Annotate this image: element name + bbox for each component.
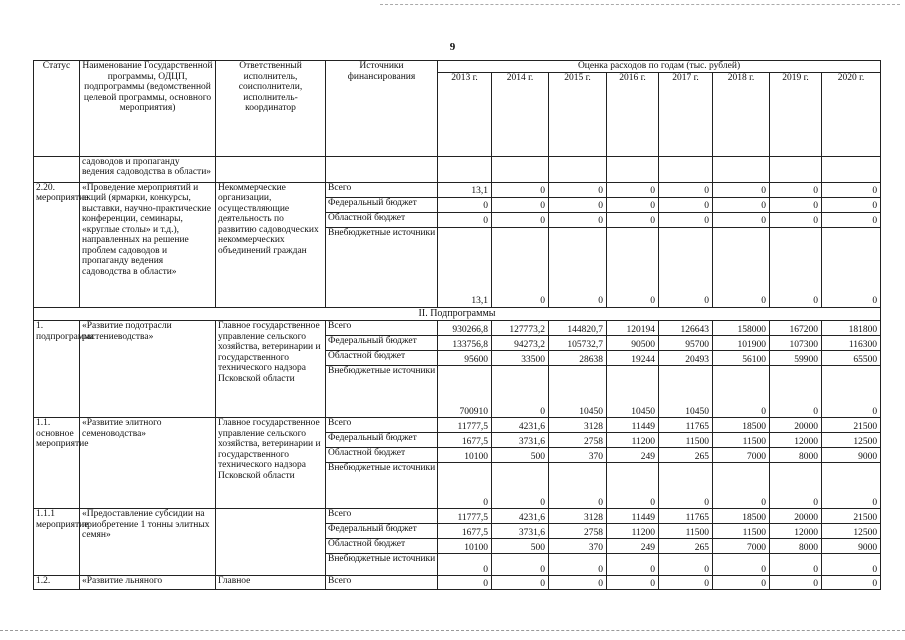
funding-source: Внебюджетные источники (326, 554, 438, 576)
funding-source: Областной бюджет (326, 539, 438, 554)
value-cell: 13,1 (438, 227, 492, 307)
value-cell: 0 (492, 227, 549, 307)
value-cell: 94273,2 (492, 336, 549, 351)
header-estimate: Оценка расходов по годам (тыс. рублей) (438, 61, 881, 73)
funding-source: Федеральный бюджет (326, 197, 438, 212)
value-cell: 3731,6 (492, 433, 549, 448)
value-cell: 7000 (713, 539, 770, 554)
value-cell: 11449 (607, 509, 659, 524)
value-cell: 167200 (770, 321, 822, 336)
value-cell: 11500 (713, 524, 770, 539)
budget-table-sheet (33, 60, 880, 590)
value-cell: 9000 (822, 448, 881, 463)
value-cell: 0 (713, 366, 770, 418)
value-cell: 0 (549, 554, 607, 576)
value-cell: 1677,5 (438, 524, 492, 539)
value-cell: 101900 (713, 336, 770, 351)
page-number: 9 (449, 41, 456, 53)
value-cell: 930266,8 (438, 321, 492, 336)
table-row (34, 509, 881, 524)
header-row (34, 61, 881, 73)
value-cell: 0 (492, 576, 549, 590)
continuation-name: садоводов и пропаганду ведения садоводства в области» (80, 156, 216, 182)
value-cell: 126643 (659, 321, 713, 336)
value-cell: 11200 (607, 433, 659, 448)
value-cell: 0 (822, 227, 881, 307)
funding-source: Всего (326, 321, 438, 336)
value-cell: 133756,8 (438, 336, 492, 351)
value-cell: 0 (607, 463, 659, 509)
scan-artifact-bottom (0, 630, 905, 631)
item-status: 1. подпрограмма (34, 321, 80, 418)
funding-source: Внебюджетные источники (326, 227, 438, 307)
value-cell: 0 (822, 197, 881, 212)
value-cell: 0 (770, 197, 822, 212)
value-cell: 11200 (607, 524, 659, 539)
value-cell: 2758 (549, 524, 607, 539)
funding-source: Всего (326, 182, 438, 197)
value-cell: 0 (770, 182, 822, 197)
value-cell: 65500 (822, 351, 881, 366)
value-cell: 11449 (607, 418, 659, 433)
value-cell: 4231,6 (492, 509, 549, 524)
value-cell: 3128 (549, 418, 607, 433)
value-cell: 13,1 (438, 182, 492, 197)
value-cell: 0 (822, 463, 881, 509)
value-cell: 0 (770, 554, 822, 576)
item-status: 2.20. мероприятие (34, 182, 80, 307)
value-cell: 127773,2 (492, 321, 549, 336)
value-cell: 10100 (438, 448, 492, 463)
header-year: 2018 г. (713, 72, 770, 156)
header-year: 2020 г. (822, 72, 881, 156)
value-cell: 0 (492, 366, 549, 418)
value-cell: 18500 (713, 418, 770, 433)
value-cell: 0 (659, 197, 713, 212)
header-sources: Источники финансирования (326, 61, 438, 157)
value-cell: 0 (822, 554, 881, 576)
value-cell: 0 (438, 554, 492, 576)
scan-artifact-top (380, 4, 900, 5)
value-cell: 0 (607, 554, 659, 576)
value-cell: 120194 (607, 321, 659, 336)
item-responsible: Главное (216, 576, 326, 590)
funding-source: Всего (326, 418, 438, 433)
value-cell: 116300 (822, 336, 881, 351)
value-cell: 12500 (822, 433, 881, 448)
value-cell: 0 (438, 212, 492, 227)
table-row (34, 576, 881, 590)
value-cell: 0 (659, 212, 713, 227)
funding-source: Внебюджетные источники (326, 366, 438, 418)
header-year: 2014 г. (492, 72, 549, 156)
value-cell: 11777,5 (438, 509, 492, 524)
value-cell: 10450 (549, 366, 607, 418)
funding-source: Всего (326, 576, 438, 590)
value-cell: 0 (438, 463, 492, 509)
value-cell: 0 (713, 576, 770, 590)
value-cell: 10450 (607, 366, 659, 418)
header-year: 2016 г. (607, 72, 659, 156)
value-cell: 11500 (659, 433, 713, 448)
value-cell: 0 (492, 197, 549, 212)
item-status: 1.1. основное мероприятие (34, 418, 80, 509)
value-cell: 0 (492, 554, 549, 576)
value-cell: 12500 (822, 524, 881, 539)
value-cell: 0 (822, 366, 881, 418)
value-cell: 0 (713, 463, 770, 509)
value-cell: 90500 (607, 336, 659, 351)
value-cell: 11765 (659, 509, 713, 524)
value-cell: 0 (659, 182, 713, 197)
value-cell: 0 (607, 212, 659, 227)
funding-source: Федеральный бюджет (326, 433, 438, 448)
value-cell: 0 (492, 182, 549, 197)
value-cell: 0 (549, 182, 607, 197)
value-cell: 20000 (770, 509, 822, 524)
value-cell: 0 (607, 227, 659, 307)
value-cell: 0 (770, 576, 822, 590)
value-cell: 500 (492, 448, 549, 463)
value-cell: 59900 (770, 351, 822, 366)
value-cell: 28638 (549, 351, 607, 366)
table-row (34, 321, 881, 336)
value-cell: 18500 (713, 509, 770, 524)
value-cell: 7000 (713, 448, 770, 463)
value-cell: 11765 (659, 418, 713, 433)
value-cell: 12000 (770, 433, 822, 448)
value-cell: 10100 (438, 539, 492, 554)
value-cell: 0 (770, 212, 822, 227)
funding-source: Областной бюджет (326, 351, 438, 366)
item-responsible: Главное государственное управление сельского хозяйства, ветеринарии и государственного технического надзора Псковской области (216, 321, 326, 418)
value-cell: 3731,6 (492, 524, 549, 539)
value-cell: 0 (549, 576, 607, 590)
value-cell: 0 (549, 197, 607, 212)
value-cell: 0 (659, 463, 713, 509)
value-cell: 370 (549, 448, 607, 463)
item-name: «Развитие льняного (80, 576, 216, 590)
value-cell: 0 (549, 212, 607, 227)
item-status: 1.2. (34, 576, 80, 590)
value-cell: 20493 (659, 351, 713, 366)
value-cell: 249 (607, 539, 659, 554)
header-name: Наименование Государственной программы, ОДЦП, подпрограммы (ведомственной целевой программы, основного мероприятия) (80, 61, 216, 157)
value-cell: 0 (770, 366, 822, 418)
value-cell: 1677,5 (438, 433, 492, 448)
continuation-row (34, 156, 881, 182)
value-cell: 95600 (438, 351, 492, 366)
value-cell: 0 (713, 197, 770, 212)
budget-table (33, 60, 881, 590)
header-year: 2017 г. (659, 72, 713, 156)
section-row (34, 307, 881, 321)
value-cell: 0 (713, 554, 770, 576)
value-cell: 8000 (770, 539, 822, 554)
value-cell: 0 (549, 463, 607, 509)
funding-source: Внебюджетные источники (326, 463, 438, 509)
header-year: 2013 г. (438, 72, 492, 156)
value-cell: 0 (822, 182, 881, 197)
item-name: «Проведение мероприятий и акций (ярмарки, конкурсы, выставки, научно-практические конференции, семинары, «круглые столы» и т.д.), направленных на решение проблем садоводов и пропаганду ведения садоводства в области» (80, 182, 216, 307)
value-cell: 144820,7 (549, 321, 607, 336)
table-row (34, 182, 881, 197)
value-cell: 0 (770, 463, 822, 509)
item-responsible: Некоммерческие организации, осуществляющие деятельность по развитию садоводческих некоммерческих объединений граждан (216, 182, 326, 307)
value-cell: 265 (659, 539, 713, 554)
value-cell: 0 (822, 576, 881, 590)
value-cell: 370 (549, 539, 607, 554)
value-cell: 0 (822, 212, 881, 227)
value-cell: 0 (713, 212, 770, 227)
value-cell: 500 (492, 539, 549, 554)
value-cell: 105732,7 (549, 336, 607, 351)
value-cell: 11500 (713, 433, 770, 448)
value-cell: 0 (713, 182, 770, 197)
value-cell: 20000 (770, 418, 822, 433)
value-cell: 0 (607, 197, 659, 212)
value-cell: 700910 (438, 366, 492, 418)
value-cell: 11777,5 (438, 418, 492, 433)
funding-source: Федеральный бюджет (326, 524, 438, 539)
item-name: «Развитие элитного семеноводства» (80, 418, 216, 509)
value-cell: 0 (607, 576, 659, 590)
value-cell: 12000 (770, 524, 822, 539)
value-cell: 56100 (713, 351, 770, 366)
value-cell: 0 (438, 576, 492, 590)
value-cell: 33500 (492, 351, 549, 366)
value-cell: 0 (659, 576, 713, 590)
value-cell: 11500 (659, 524, 713, 539)
item-responsible (216, 509, 326, 576)
value-cell: 0 (607, 182, 659, 197)
item-status: 1.1.1 мероприятие (34, 509, 80, 576)
value-cell: 21500 (822, 418, 881, 433)
funding-source: Федеральный бюджет (326, 336, 438, 351)
value-cell: 19244 (607, 351, 659, 366)
funding-source: Областной бюджет (326, 212, 438, 227)
header-year: 2015 г. (549, 72, 607, 156)
value-cell: 0 (659, 554, 713, 576)
value-cell: 0 (713, 227, 770, 307)
value-cell: 0 (492, 463, 549, 509)
value-cell: 3128 (549, 509, 607, 524)
header-year: 2019 г. (770, 72, 822, 156)
value-cell: 158000 (713, 321, 770, 336)
value-cell: 0 (492, 212, 549, 227)
value-cell: 10450 (659, 366, 713, 418)
value-cell: 9000 (822, 539, 881, 554)
value-cell: 0 (770, 227, 822, 307)
value-cell: 8000 (770, 448, 822, 463)
value-cell: 0 (659, 227, 713, 307)
funding-source: Всего (326, 509, 438, 524)
item-responsible: Главное государственное управление сельского хозяйства, ветеринарии и государственного технического надзора Псковской области (216, 418, 326, 509)
value-cell: 181800 (822, 321, 881, 336)
funding-source: Областной бюджет (326, 448, 438, 463)
item-name: «Предоставление субсидии на приобретение 1 тонны элитных семян» (80, 509, 216, 576)
value-cell: 265 (659, 448, 713, 463)
header-responsible: Ответственный исполнитель, соисполнители, исполнитель-координатор (216, 61, 326, 157)
item-name: «Развитие подотрасли растениеводства» (80, 321, 216, 418)
header-status: Статус (34, 61, 80, 157)
value-cell: 95700 (659, 336, 713, 351)
section-title: II. Подпрограммы (34, 307, 881, 321)
value-cell: 107300 (770, 336, 822, 351)
value-cell: 2758 (549, 433, 607, 448)
value-cell: 4231,6 (492, 418, 549, 433)
value-cell: 21500 (822, 509, 881, 524)
table-row (34, 418, 881, 433)
value-cell: 0 (438, 197, 492, 212)
value-cell: 249 (607, 448, 659, 463)
value-cell: 0 (549, 227, 607, 307)
